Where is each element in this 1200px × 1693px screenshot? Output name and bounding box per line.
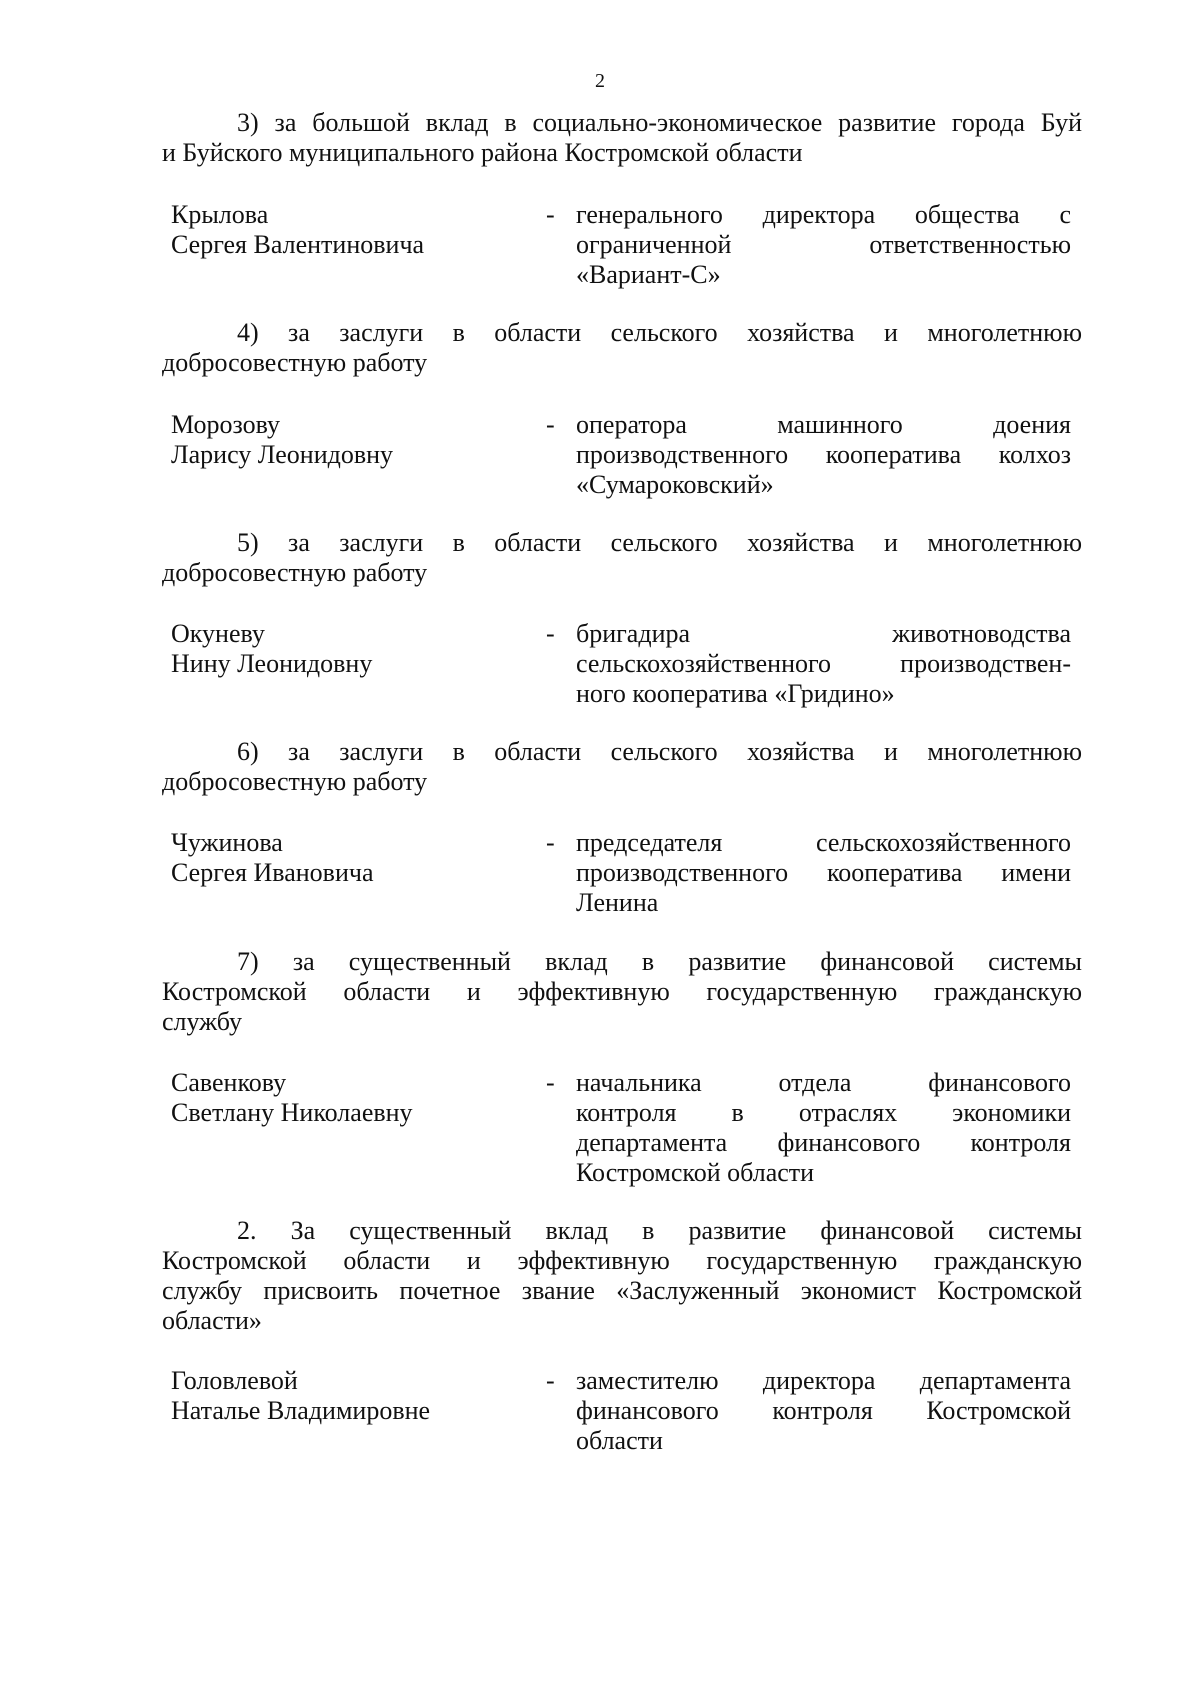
clause-line: Костромской области и эффективную государственную гражданскую xyxy=(162,1246,1082,1275)
clause-line: добросовестную работу xyxy=(162,348,428,377)
clause-line: добросовестную работу xyxy=(162,767,428,796)
nominee-position xyxy=(576,828,1071,918)
position-line: «Вариант-С» xyxy=(576,260,721,289)
nominee-given-name: Наталье Владимировне xyxy=(171,1396,431,1425)
position-line: финансового контроля Костромской xyxy=(576,1396,1071,1425)
position-line: председателя сельскохозяйственного xyxy=(576,828,1071,857)
nominee-name xyxy=(171,1068,521,1128)
dash-separator: - xyxy=(546,410,555,439)
position-line: департамента финансового контроля xyxy=(576,1128,1071,1157)
position-line: начальника отдела финансового xyxy=(576,1068,1071,1097)
nominee-name xyxy=(171,1366,521,1426)
position-line: контроля в отраслях экономики xyxy=(576,1098,1071,1127)
position-line: производственного кооператива имени xyxy=(576,858,1071,887)
position-line: области xyxy=(576,1426,663,1455)
nominee-surname: Чужинова xyxy=(171,828,283,857)
position-line: Костромской области xyxy=(576,1158,815,1187)
clause-line: 3) за большой вклад в социально-экономическое развитие города Буй xyxy=(237,108,1082,137)
clause-line: 2. За существенный вклад в развитие финансовой системы xyxy=(237,1216,1082,1245)
position-line: Ленина xyxy=(576,888,659,917)
nominee-position xyxy=(576,200,1071,290)
page-number: 2 xyxy=(595,70,605,92)
nominee-name xyxy=(171,200,521,260)
position-line: сельскохозяйственного производствен- xyxy=(576,649,1071,678)
clause-line: области» xyxy=(162,1306,262,1335)
nominee-given-name: Сергея Ивановича xyxy=(171,858,374,887)
award-clause-2 xyxy=(162,1216,1082,1336)
nominee-position xyxy=(576,1366,1071,1456)
nominee-name xyxy=(171,828,521,888)
clause-line: 6) за заслуги в области сельского хозяйства и многолетнюю xyxy=(237,737,1082,766)
dash-separator: - xyxy=(546,619,555,648)
position-line: бригадира животноводства xyxy=(576,619,1071,648)
nominee-surname: Крылова xyxy=(171,200,269,229)
clause-line: и Буйского муниципального района Костромской области xyxy=(162,138,803,167)
nominee-surname: Головлевой xyxy=(171,1366,298,1395)
position-line: производственного кооператива колхоз xyxy=(576,440,1071,469)
nominee-surname: Окуневу xyxy=(171,619,265,648)
award-clause-4 xyxy=(162,318,1082,378)
position-line: заместителю директора департамента xyxy=(576,1366,1071,1395)
nominee-position xyxy=(576,1068,1071,1188)
position-line: «Сумароковский» xyxy=(576,470,774,499)
clause-line: службу xyxy=(162,1007,243,1036)
clause-line: 4) за заслуги в области сельского хозяйства и многолетнюю xyxy=(237,318,1082,347)
nominee-position xyxy=(576,410,1071,500)
clause-line: добросовестную работу xyxy=(162,558,428,587)
nominee-name xyxy=(171,410,521,470)
nominee-given-name: Нину Леонидовну xyxy=(171,649,373,678)
dash-separator: - xyxy=(546,1068,555,1097)
nominee-name xyxy=(171,619,521,679)
clause-line: службу присвоить почетное звание «Заслуженный экономист Костромской xyxy=(162,1276,1082,1305)
dash-separator: - xyxy=(546,1366,555,1395)
award-clause-7 xyxy=(162,947,1082,1037)
position-line: ограниченной ответственностью xyxy=(576,230,1071,259)
nominee-surname: Савенкову xyxy=(171,1068,287,1097)
clause-line: 5) за заслуги в области сельского хозяйства и многолетнюю xyxy=(237,528,1082,557)
nominee-position xyxy=(576,619,1071,709)
position-line: оператора машинного доения xyxy=(576,410,1071,439)
nominee-given-name: Ларису Леонидовну xyxy=(171,440,394,469)
award-clause-5 xyxy=(162,528,1082,588)
award-clause-3 xyxy=(162,108,1082,168)
nominee-given-name: Сергея Валентиновича xyxy=(171,230,425,259)
clause-line: 7) за существенный вклад в развитие финансовой системы xyxy=(237,947,1082,976)
position-line: ного кооператива «Гридино» xyxy=(576,679,895,708)
position-line: генерального директора общества с xyxy=(576,200,1071,229)
clause-line: Костромской области и эффективную государственную гражданскую xyxy=(162,977,1082,1006)
dash-separator: - xyxy=(546,200,555,229)
nominee-surname: Морозову xyxy=(171,410,280,439)
dash-separator: - xyxy=(546,828,555,857)
award-clause-6 xyxy=(162,737,1082,797)
nominee-given-name: Светлану Николаевну xyxy=(171,1098,413,1127)
